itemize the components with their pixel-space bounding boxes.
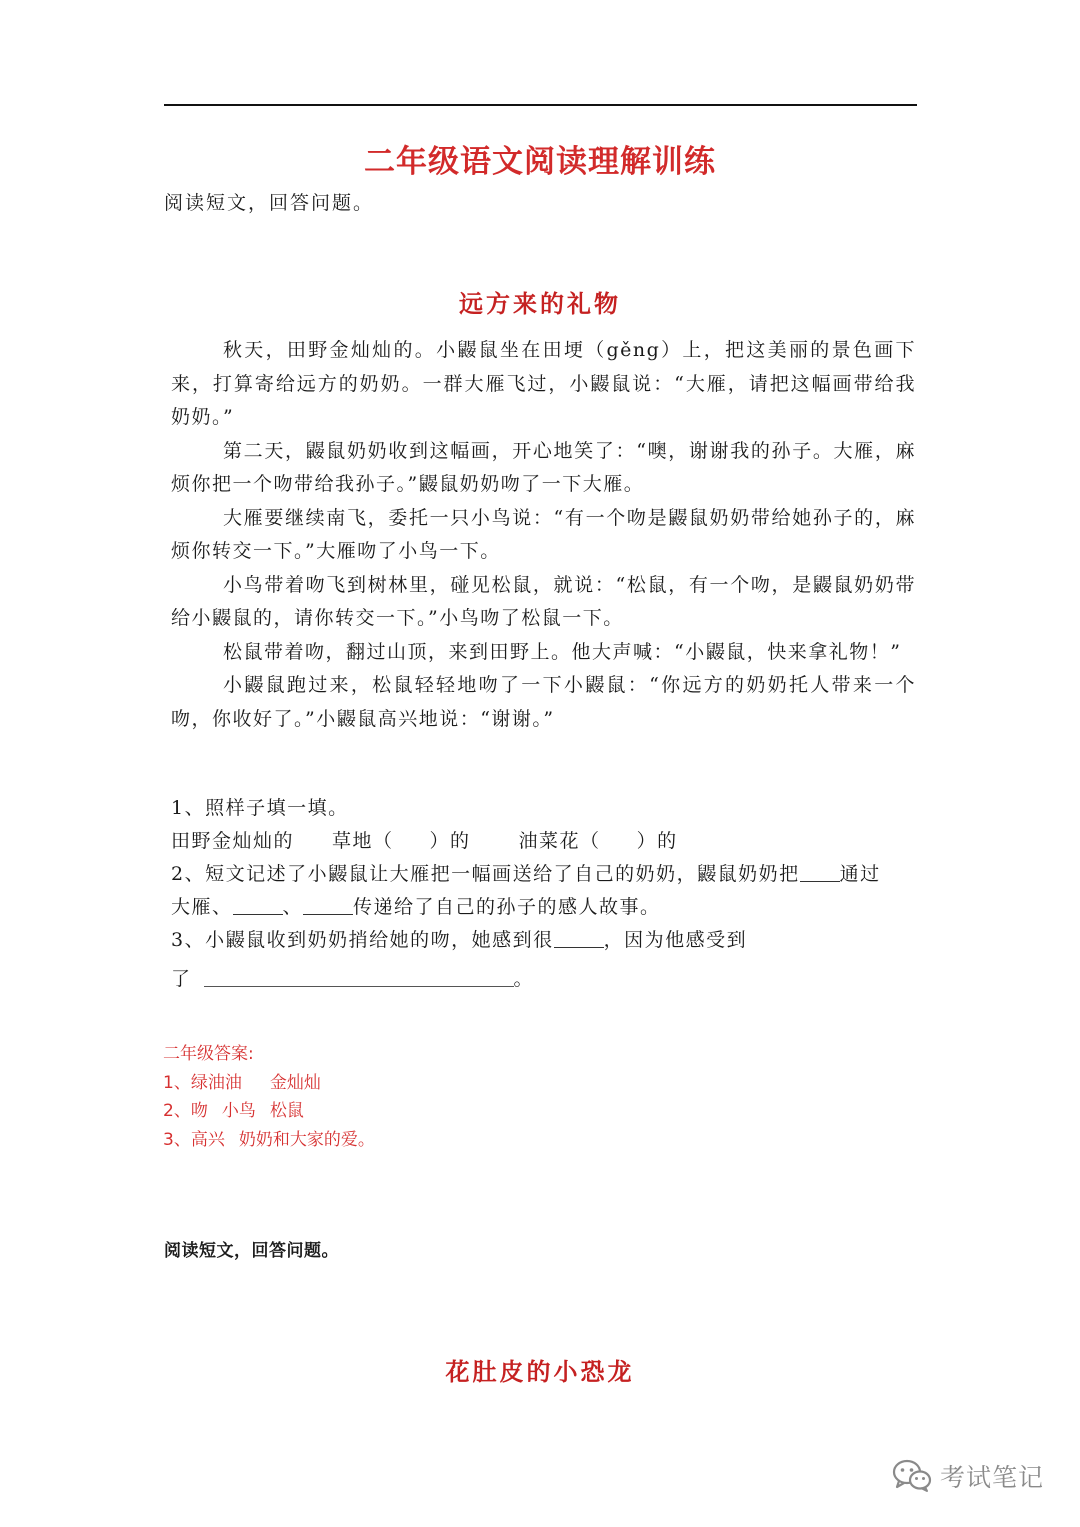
q3-text: 了 xyxy=(171,968,192,990)
q2-text: 通过 xyxy=(839,863,881,885)
answer-value: 奶奶和大家的爱。 xyxy=(238,1129,375,1150)
answer-2 xyxy=(163,1097,375,1126)
question-1-items xyxy=(171,825,931,858)
q3-blank-2[interactable] xyxy=(204,967,514,987)
story-body xyxy=(171,334,916,736)
question-3-line1 xyxy=(171,924,931,957)
answer-value: 吻 xyxy=(190,1101,208,1121)
answer-number: 3、 xyxy=(163,1129,191,1150)
answer-value: 小鸟 xyxy=(221,1101,256,1121)
q2-blank-3[interactable] xyxy=(303,895,353,915)
q3-text: ，因为他感受到 xyxy=(603,929,748,951)
answer-value: 松鼠 xyxy=(269,1101,304,1121)
watermark-text: 考试笔记 xyxy=(939,1463,1044,1492)
q3-blank-1[interactable] xyxy=(554,928,604,948)
q3-text: 3、小鼹鼠收到奶奶捎给她的吻，她感到很 xyxy=(171,929,554,951)
answer-3 xyxy=(163,1126,375,1155)
q3-text: 。 xyxy=(513,968,535,990)
instruction: 阅读短文，回答问题。 xyxy=(164,192,375,214)
main-title: 二年级语文阅读理解训练 xyxy=(364,144,716,180)
q2-text: 大雁、 xyxy=(171,896,233,918)
answer-value: 高兴 xyxy=(190,1129,225,1150)
answer-heading: 二年级答案: xyxy=(163,1044,254,1064)
watermark xyxy=(892,1458,1044,1494)
story-paragraph: 小鸟带着吻飞到树林里，碰见松鼠，就说：“松鼠，有一个吻，是鼹鼠奶奶带给小鼹鼠的，请你转交一下。”小鸟吻了松鼠一下。 xyxy=(171,573,916,629)
story-paragraph: 秋天，田野金灿灿的。小鼹鼠坐在田埂（gěng）上，把这美丽的景色画下来，打算寄给远方的奶奶。一群大雁飞过，小鼹鼠说：“大雁，请把这幅画带给我奶奶。” xyxy=(171,339,916,428)
q2-blank-2[interactable] xyxy=(233,895,283,915)
q2-text: 、 xyxy=(282,896,304,918)
answer-number: 2、 xyxy=(163,1101,191,1121)
answer-value: 金灿灿 xyxy=(269,1072,321,1093)
story-paragraph: 第二天，鼹鼠奶奶收到这幅画，开心地笑了：“噢，谢谢我的孙子。大雁，麻烦你把一个吻带给我孙子。”鼹鼠奶奶吻了一下大雁。 xyxy=(171,439,916,495)
q2-text: 传递给了自己的孙子的感人故事。 xyxy=(353,896,661,918)
q1-item1-post: ）的 xyxy=(429,830,471,852)
story-paragraph: 大雁要继续南飞，委托一只小鸟说：“有一个吻是鼹鼠奶奶带给她孙子的，麻烦你转交一下。”大雁吻了小鸟一下。 xyxy=(171,506,916,562)
q2-blank-1[interactable] xyxy=(800,862,840,882)
q1-item2-pre: 油菜花（ xyxy=(518,830,601,852)
q1-item1-pre: 草地（ xyxy=(332,830,394,852)
question-1: 1、照样子填一填。 xyxy=(171,797,349,819)
q1-item2-post: ）的 xyxy=(636,830,678,852)
story-paragraph: 松鼠带着吻，翻过山顶，来到田野上。他大声喊：“小鼹鼠，快来拿礼物！” xyxy=(223,640,902,663)
answer-value: 绿油油 xyxy=(190,1072,242,1093)
questions xyxy=(171,792,931,996)
story-title: 远方来的礼物 xyxy=(459,289,621,318)
story-paragraph: 小鼹鼠跑过来，松鼠轻轻地吻了一下小鼹鼠：“你远方的奶奶托人带来一个吻，你收好了。”小鼹鼠高兴地说：“谢谢。” xyxy=(171,674,916,730)
story-2-title: 花肚皮的小恐龙 xyxy=(445,1357,635,1386)
header-rule xyxy=(164,104,917,106)
wechat-icon xyxy=(892,1459,932,1493)
question-2-line2 xyxy=(171,891,931,924)
q1-example: 田野金灿灿的 xyxy=(171,830,295,852)
answer-1 xyxy=(163,1069,375,1098)
question-3-line2 xyxy=(171,957,931,996)
q2-text: 2、短文记述了小鼹鼠让大雁把一幅画送给了自己的奶奶，鼹鼠奶奶把 xyxy=(171,863,800,885)
answer-key xyxy=(163,1040,375,1154)
answer-number: 1、 xyxy=(163,1072,191,1093)
instruction-2: 阅读短文，回答问题。 xyxy=(164,1241,339,1261)
question-2-line1 xyxy=(171,858,931,891)
